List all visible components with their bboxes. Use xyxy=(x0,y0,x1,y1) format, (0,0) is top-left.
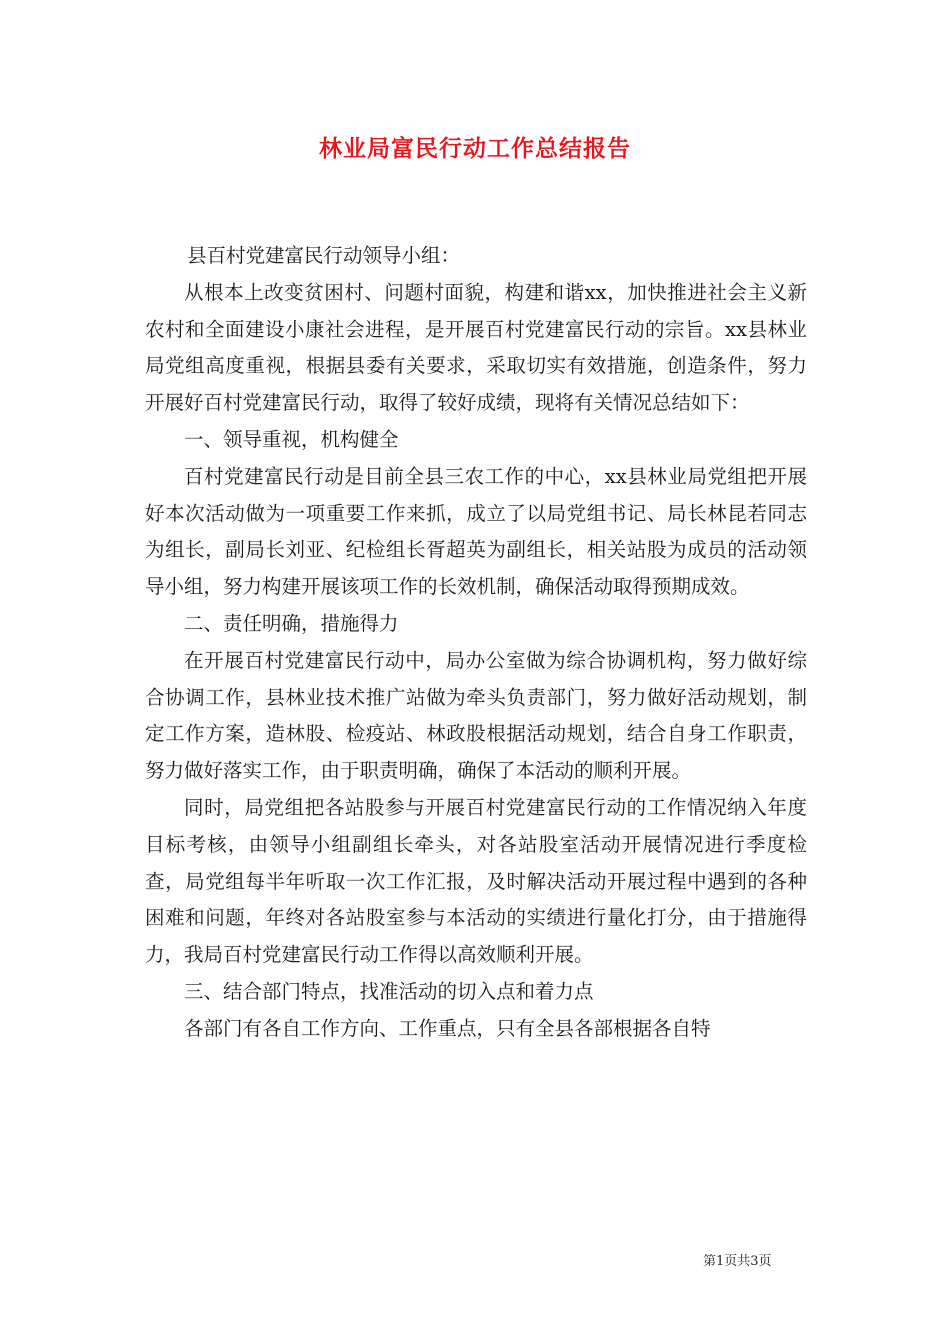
paragraph-section-1: 百村党建富民行动是目前全县三农工作的中心，xx县林业局党组把开展好本次活动做为一项重要工作来抓，成立了以局党组书记、局长林昆若同志为组长，副局长刘亚、纪检组长胥超英为副组长，相关站股为成员的活动领导小组，努力构建开展该项工作的长效机制，确保活动取得预期成效。 xyxy=(145,464,807,599)
document-title: 林业局富民行动工作总结报告 xyxy=(319,135,631,162)
salutation: 县百村党建富民行动领导小组： xyxy=(187,244,461,267)
paragraph-intro: 从根本上改变贫困村、问题村面貌，构建和谐xx，加快推进社会主义新农村和全面建设小康社会进程，是开展百村党建富民行动的宗旨。xx县林业局党组高度重视，根据县委有关要求，采取切实有效措施，创造条件，努力开展好百村党建富民行动，取得了较好成绩，现将有关情况总结如下： xyxy=(145,280,807,415)
paragraph-section-2: 在开展百村党建富民行动中，局办公室做为综合协调机构，努力做好综合协调工作，县林业技术推广站做为牵头负责部门，努力做好活动规划，制定工作方案，造林股、检疫站、林政股根据活动规划，结合自身工作职责，努力做好落实工作，由于职责明确，确保了本活动的顺利开展。 xyxy=(145,648,807,783)
section-heading-2: 二、责任明确，措施得力 xyxy=(184,611,399,635)
section-heading-3: 三、结合部门特点，找准活动的切入点和着力点 xyxy=(184,979,594,1003)
document-body xyxy=(145,238,807,1048)
page-number: 第1页共3页 xyxy=(703,1254,772,1269)
paragraph-section-3: 各部门有各自工作方向、工作重点，只有全县各部根据各自特 xyxy=(184,1016,711,1040)
section-heading-1: 一、领导重视，机构健全 xyxy=(184,427,399,451)
paragraph-section-2b: 同时，局党组把各站股参与开展百村党建富民行动的工作情况纳入年度目标考核，由领导小组副组长牵头，对各站股室活动开展情况进行季度检查，局党组每半年听取一次工作汇报，及时解决活动开展过程中遇到的各种困难和问题，年终对各站股室参与本活动的实绩进行量化打分，由于措施得力，我局百村党建富民行动工作得以高效顺利开展。 xyxy=(145,795,807,967)
